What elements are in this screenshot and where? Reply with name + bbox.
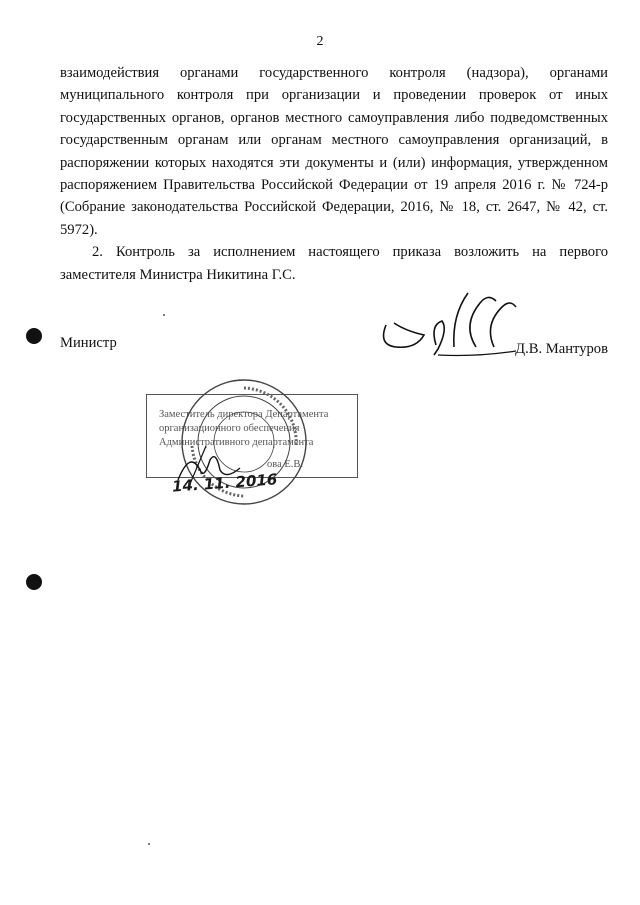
signatory-role: Министр <box>60 335 117 351</box>
approval-line: ова Е.В. <box>267 459 304 470</box>
punch-hole-top <box>26 328 42 344</box>
signatory-name: Д.В. Мантуров <box>515 341 608 357</box>
scan-speck <box>163 314 165 316</box>
approval-line: Заместитель директора Департамента <box>159 409 329 420</box>
approval-date: 14. 11. 2016 <box>171 470 278 496</box>
page-number: 2 <box>316 34 324 49</box>
approval-line: организационного обеспечения <box>159 423 300 434</box>
document-body <box>60 62 608 286</box>
minister-signature <box>376 285 536 365</box>
approval-line: Административного департамента <box>159 437 314 448</box>
paragraph-1: взаимодействия органами государственного контроля (надзора), органами муниципального контроля при организации и проведении проверок от иных государственных органов, органов местного самоуправления либо подведомственных государственным органам или органам местного самоуправления организаций, в распоряжении которых находятся эти документы и (или) информация, утвержденном распоряжением Правительства Российской Федерации от 19 апреля 2016 г. № 724-р (Собрание законодательства Российской Федерации, 2016, № 18, ст. 2647, № 42, ст. 5972). <box>60 65 608 238</box>
scan-speck <box>148 843 150 845</box>
paragraph-2: 2. Контроль за исполнением настоящего приказа возложить на первого заместителя Министра Никитина Г.С. <box>60 244 608 283</box>
punch-hole-bottom <box>26 574 42 590</box>
